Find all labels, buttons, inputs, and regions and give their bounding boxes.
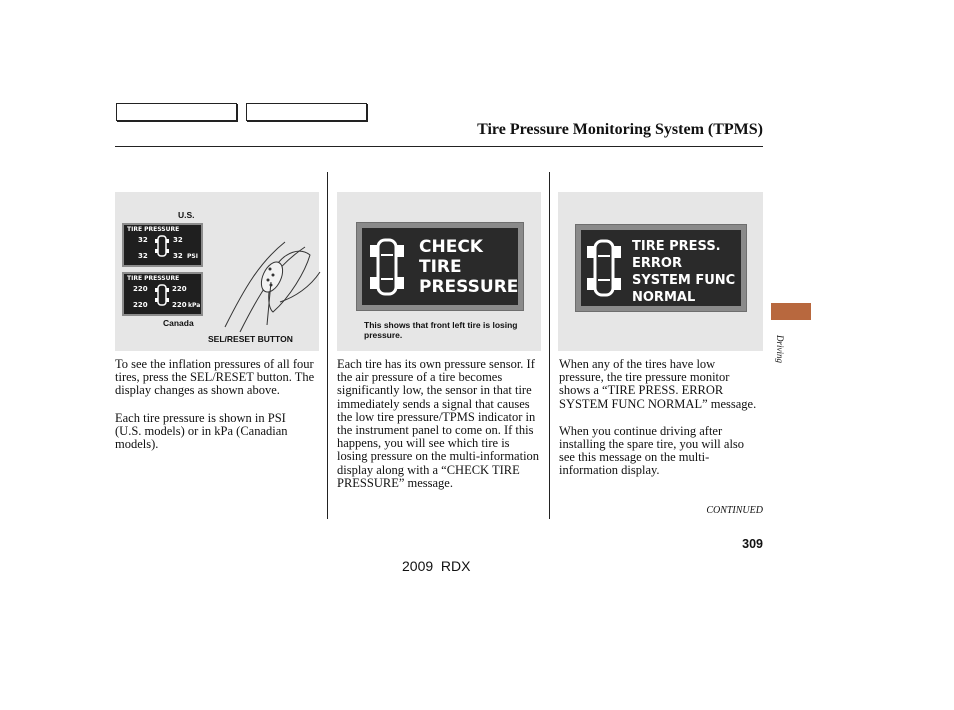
header-tab-box-2 [246,103,367,121]
canada-front-left: 220 [133,285,148,293]
col2-paragraph-1: Each tire has its own pressure sensor. If the air pressure of a tire becomes significantly low, the sensor in that tire immediately sends a signal that causes the low tire pressure/TPMS indicator in the instrument panel to come on. If this happens, you will see which tire is losing pressure on the multi-information display along with a “CHECK TIRE PRESSURE” message. [337,357,540,490]
column-divider-2 [549,172,550,519]
col1-paragraph-2: Each tire pressure is shown in PSI (U.S. models) or in kPa (Canadian models). [115,410,288,452]
us-display-title: TIRE PRESSURE [127,226,180,233]
section-tab-label: Driving [775,335,785,363]
figure2-caption: This shows that front left tire is losing pressure. [364,320,518,340]
footer-model-label: 2009 RDX [402,558,471,574]
sel-reset-button-label: SEL/RESET BUTTON [208,334,293,344]
check-tire-line-1: CHECK [419,237,483,257]
error-line-2: ERROR [632,256,682,271]
col3-paragraph-1: When any of the tires have low pressure, the tire pressure monitor shows a “TIRE PRESS. ERROR SYSTEM FUNC NORMAL” message. [559,357,757,411]
canada-pressure-display [122,272,203,316]
car-topview-icon [155,284,169,306]
canada-front-right: 220 [172,285,187,293]
car-topview-icon [370,237,404,297]
error-line-3: SYSTEM FUNC [632,273,736,288]
check-tire-line-3: PRESSURE [419,277,519,297]
canada-display-title: TIRE PRESSURE [127,275,180,282]
column-1-text [115,358,315,465]
header-rule [115,146,763,147]
figure-check-tire-pressure [337,192,541,351]
section-tab [771,303,811,320]
us-rear-right: 32 [173,252,183,260]
check-tire-line-2: TIRE [419,257,462,277]
steering-wheel-button-illustration [215,227,325,337]
car-topview-icon [155,235,169,257]
us-pressure-display [122,223,203,267]
check-tire-display-frame [356,222,524,311]
canada-rear-right: 220 [172,301,187,309]
figure-tire-press-error [558,192,763,351]
us-unit: PSI [187,253,198,260]
col3-paragraph-2: When you continue driving after installing the spare tire, you will also see this message on the multi-information display. [559,423,745,478]
us-rear-left: 32 [138,252,148,260]
check-tire-display [362,228,518,305]
header-tab-box-1 [116,103,237,121]
column-2-text [337,358,543,504]
figure-tire-pressure-displays [115,192,319,351]
error-line-1: TIRE PRESS. [632,239,721,254]
us-label: U.S. [178,210,195,220]
error-display [581,230,741,306]
us-front-right: 32 [173,236,183,244]
page-number: 309 [742,537,763,551]
car-topview-icon [587,238,621,298]
column-3-text [559,358,763,492]
canada-rear-left: 220 [133,301,148,309]
us-front-left: 32 [138,236,148,244]
canada-label: Canada [163,318,194,328]
error-display-frame [575,224,747,312]
page-title: Tire Pressure Monitoring System (TPMS) [477,121,763,138]
canada-unit: kPa [188,302,201,309]
column-divider-1 [327,172,328,519]
error-line-4: NORMAL [632,290,696,305]
continued-label: CONTINUED [706,505,763,516]
col1-paragraph-1: To see the inflation pressures of all four tires, press the SEL/RESET button. The display changes as shown above. [115,357,315,398]
